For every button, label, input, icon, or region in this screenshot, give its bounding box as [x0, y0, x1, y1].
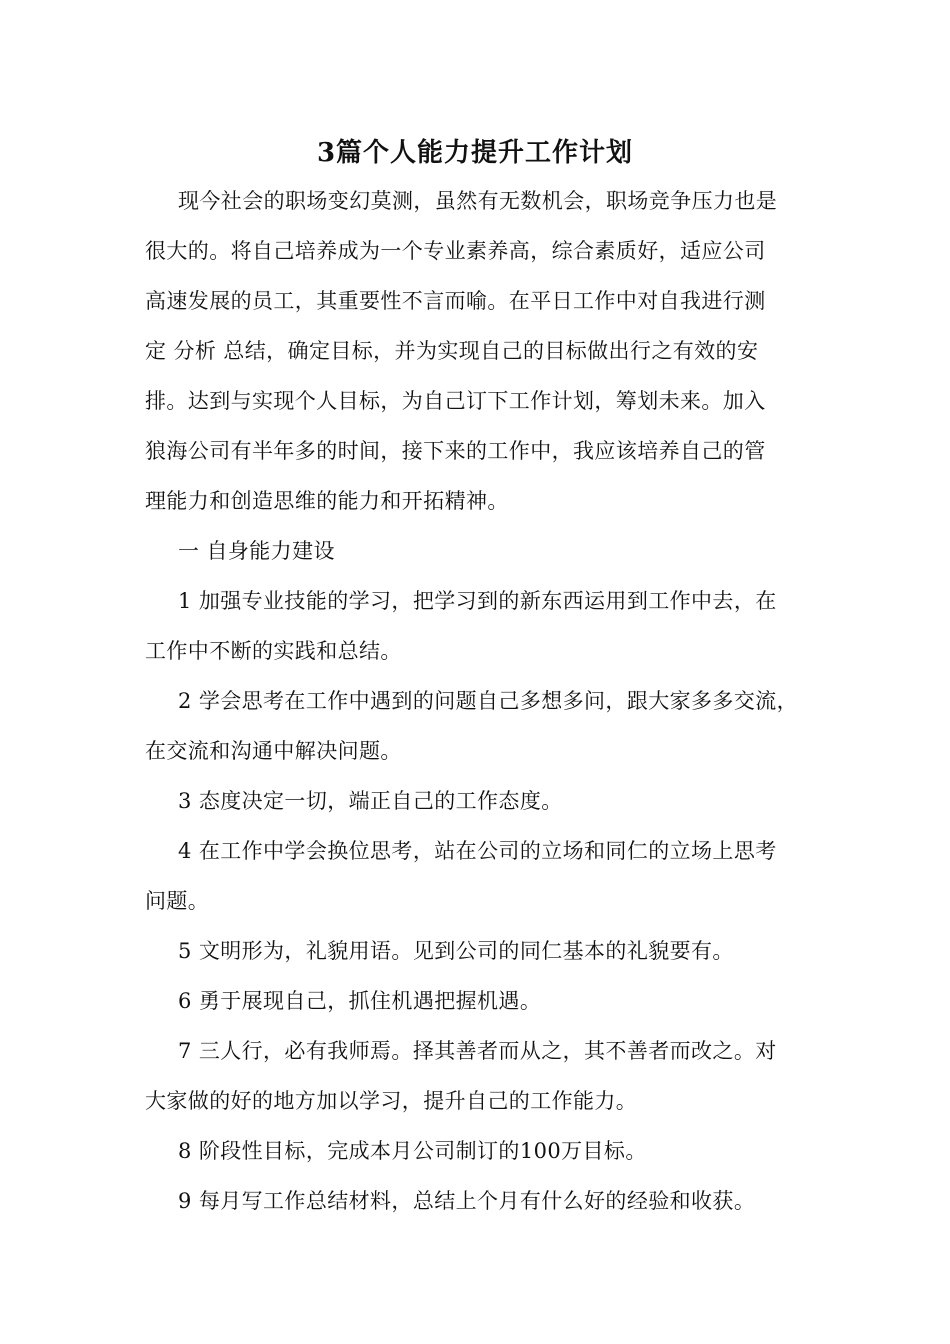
list-item-line: 6 勇于展现自己，抓住机遇把握机遇。 [178, 989, 542, 1013]
paragraph-line: 定 分析 总结，确定目标，并为实现自己的目标做出行之有效的安 [145, 339, 759, 363]
list-item-line: 8 阶段性目标，完成本月公司制订的100万目标。 [178, 1139, 647, 1163]
paragraph-line: 很大的。将自己培养成为一个专业素养高，综合素质好，适应公司 [145, 239, 766, 263]
list-item-line: 在交流和沟通中解决问题。 [145, 739, 402, 763]
list-item-line: 4 在工作中学会换位思考，站在公司的立场和同仁的立场上思考 [178, 839, 777, 863]
paragraph-line: 排。达到与实现个人目标，为自己订下工作计划，筹划未来。加入 [145, 389, 766, 413]
paragraph-line: 理能力和创造思维的能力和开拓精神。 [145, 489, 509, 513]
list-item-line: 1 加强专业技能的学习，把学习到的新东西运用到工作中去，在 [178, 589, 777, 613]
list-item-line: 7 三人行，必有我师焉。择其善者而从之，其不善者而改之。对 [178, 1039, 777, 1063]
list-item-line: 9 每月写工作总结材料，总结上个月有什么好的经验和收获。 [178, 1189, 756, 1213]
document-title: 3篇个人能力提升工作计划 [316, 138, 634, 168]
paragraph-line: 高速发展的员工，其重要性不言而喻。在平日工作中对自我进行测 [145, 289, 766, 313]
list-item-line: 问题。 [145, 889, 210, 913]
list-item-line: 3 态度决定一切，端正自己的工作态度。 [178, 789, 563, 813]
section-heading: 一 自身能力建设 [178, 539, 335, 563]
list-item-line: 5 文明形为，礼貌用语。见到公司的同仁基本的礼貌要有。 [178, 939, 734, 963]
paragraph-line: 现今社会的职场变幻莫测，虽然有无数机会，职场竞争压力也是 [178, 189, 778, 213]
list-item-line: 大家做的好的地方加以学习，提升自己的工作能力。 [145, 1089, 638, 1113]
paragraph-line: 狼海公司有半年多的时间，接下来的工作中，我应该培养自己的管 [145, 439, 766, 463]
list-item-line: 工作中不断的实践和总结。 [145, 639, 402, 663]
list-item-line: 2 学会思考在工作中遇到的问题自己多想多问，跟大家多多交流， [178, 689, 799, 713]
